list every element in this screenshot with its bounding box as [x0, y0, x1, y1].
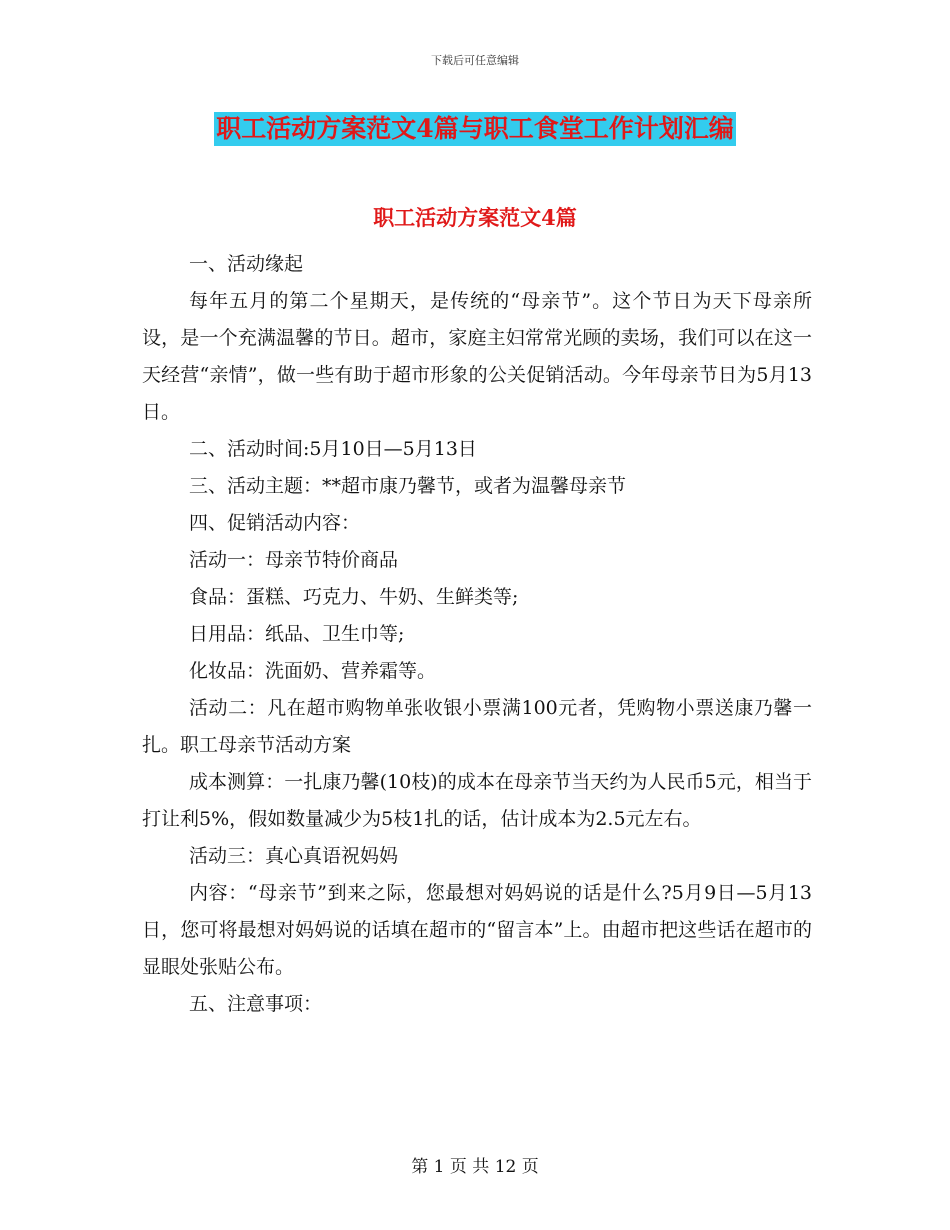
paragraph-promotion-heading: 四、促销活动内容： [189, 512, 361, 534]
paragraph-food-items: 食品：蛋糕、巧克力、牛奶、生鲜类等; [189, 586, 519, 608]
page-number-footer: 第 1 页 共 12 页 [411, 1157, 539, 1177]
document-body [142, 246, 812, 1023]
paragraph-activity-two: 活动二：凡在超市购物单张收银小票满100元者，凭购物小票送康乃馨一扎。职工母亲节活动方案 [142, 697, 812, 756]
paragraph-activity-theme: 三、活动主题：**超市康乃馨节，或者为温馨母亲节 [189, 475, 627, 497]
paragraph-cosmetic-items: 化妆品：洗面奶、营养霜等。 [189, 660, 437, 682]
paragraph-activity-one: 活动一：母亲节特价商品 [189, 549, 399, 571]
paragraph-daily-items: 日用品：纸品、卫生巾等; [189, 623, 405, 645]
paragraph-activity-origin: 每年五月的第二个星期天，是传统的“母亲节”。这个节日为天下母亲所设，是一个充满温馨的节日。超市，家庭主妇常常光顾的卖场，我们可以在这一天经营“亲情”，做一些有助于超市形象的公关促销活动。今年母亲节日为5月13日。 [142, 290, 812, 423]
page-header-note: 下载后可任意编辑 [431, 54, 519, 67]
paragraph-activity-time: 二、活动时间:5月10日—5月13日 [189, 438, 477, 460]
paragraph-notes-heading: 五、注意事项： [189, 993, 323, 1015]
main-title-container [0, 112, 950, 146]
document-main-title: 职工活动方案范文4篇与职工食堂工作计划汇编 [214, 112, 735, 146]
paragraph-cost-estimate: 成本测算：一扎康乃馨(10枝)的成本在母亲节当天约为人民币5元，相当于打让利5%，假如数量减少为5枝1扎的话，估计成本为2.5元左右。 [142, 771, 812, 830]
paragraph-activity-origin-heading: 一、活动缘起 [189, 253, 304, 275]
section-title: 职工活动方案范文4篇 [373, 205, 577, 230]
paragraph-activity-three-content: 内容：“母亲节”到来之际，您最想对妈妈说的话是什么?5月9日—5月13日，您可将最想对妈妈说的话填在超市的“留言本”上。由超市把这些话在超市的显眼处张贴公布。 [142, 882, 812, 978]
paragraph-activity-three: 活动三：真心真语祝妈妈 [189, 845, 399, 867]
